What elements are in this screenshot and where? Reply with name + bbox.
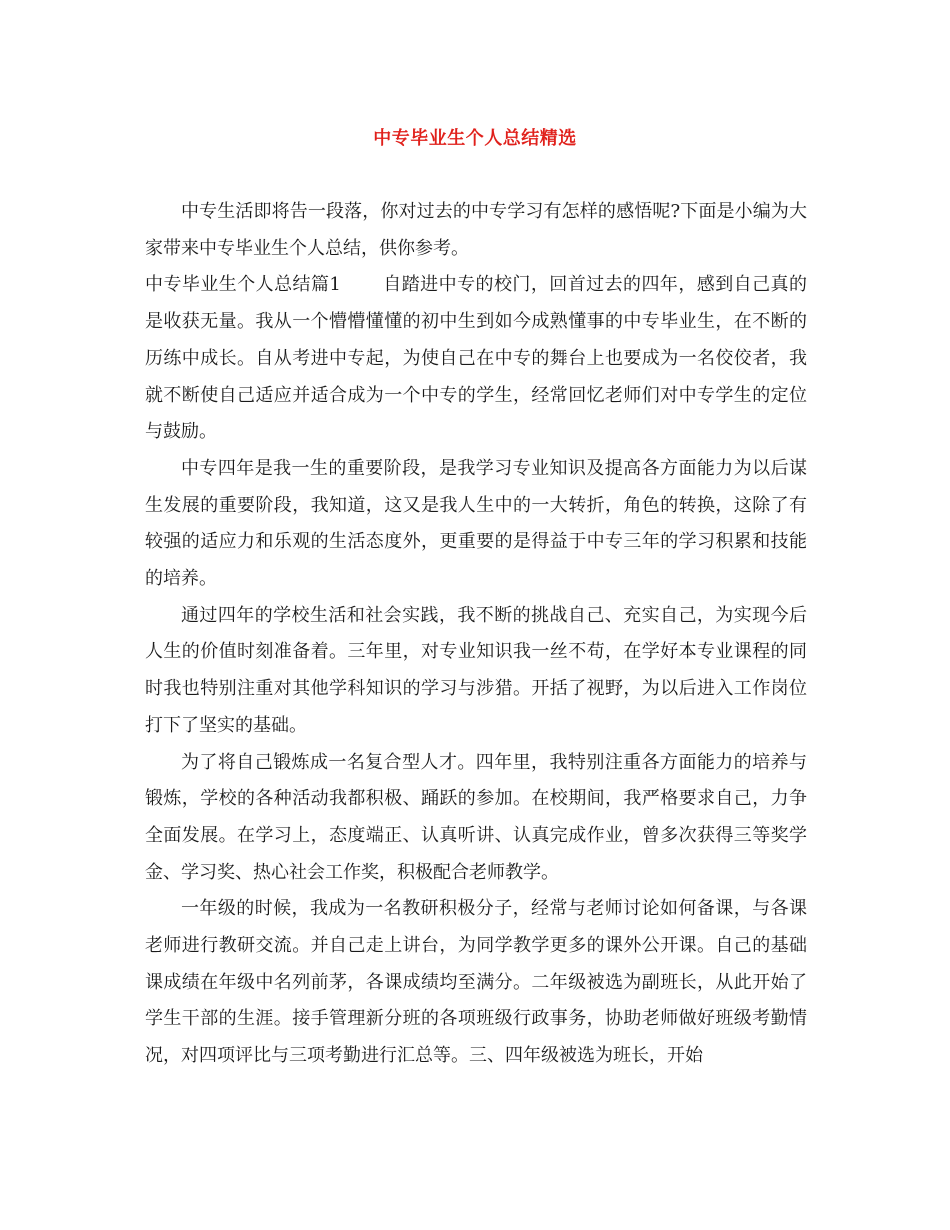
document-body	[145, 194, 807, 1075]
body-paragraph-3: 为了将自己锻炼成一名复合型人才。四年里，我特别注重各方面能力的培养与锻炼，学校的各种活动我都积极、踊跃的参加。在校期间，我严格要求自己，力争全面发展。在学习上，态度端正、认真听讲、认真完成作业，曾多次获得三等奖学金、学习奖、热心社会工作奖，积极配合老师教学。	[145, 751, 807, 883]
section-1-paragraph	[145, 267, 807, 451]
document-title: 中专毕业生个人总结精选	[373, 128, 577, 149]
intro-paragraph: 中专生活即将告一段落，你对过去的中专学习有怎样的感悟呢?下面是小编为大家带来中专毕业生个人总结，供你参考。	[145, 201, 807, 259]
body-paragraph-1: 中专四年是我一生的重要阶段，是我学习专业知识及提高各方面能力为以后谋生发展的重要阶段，我知道，这又是我人生中的一大转折，角色的转换，这除了有较强的适应力和乐观的生活态度外，更重要的是得益于中专三年的学习积累和技能的培养。	[145, 457, 807, 590]
body-paragraph-4: 一年级的时候，我成为一名教研积极分子，经常与老师讨论如何备课，与各课老师进行教研交流。并自己走上讲台，为同学教学更多的课外公开课。自己的基础课成绩在年级中名列前茅，各课成绩均至满分。二年级被选为副班长，从此开始了学生干部的生涯。接手管理新分班的各项班级行政事务，协助老师做好班级考勤情况，对四项评比与三项考勤进行汇总等。三、四年级被选为班长，开始	[145, 898, 807, 1067]
section-heading: 中专毕业生个人总结篇1	[145, 274, 341, 296]
body-paragraph-2: 通过四年的学校生活和社会实践，我不断的挑战自己、充实自己，为实现今后人生的价值时刻准备着。三年里，对专业知识我一丝不苟，在学好本专业课程的同时我也特别注重对其他学科知识的学习与涉猎。开括了视野，为以后进入工作岗位打下了坚实的基础。	[145, 604, 807, 736]
section-1-text: 自踏进中专的校门，回首过去的四年，感到自己真的是收获无量。我从一个懵懵懂懂的初中生到如今成熟懂事的中专毕业生，在不断的历练中成长。自从考进中专起，为使自己在中专的舞台上也要成为一名佼佼者，我就不断使自己适应并适合成为一个中专的学生，经常回忆老师们对中专学生的定位与鼓励。	[145, 274, 807, 443]
